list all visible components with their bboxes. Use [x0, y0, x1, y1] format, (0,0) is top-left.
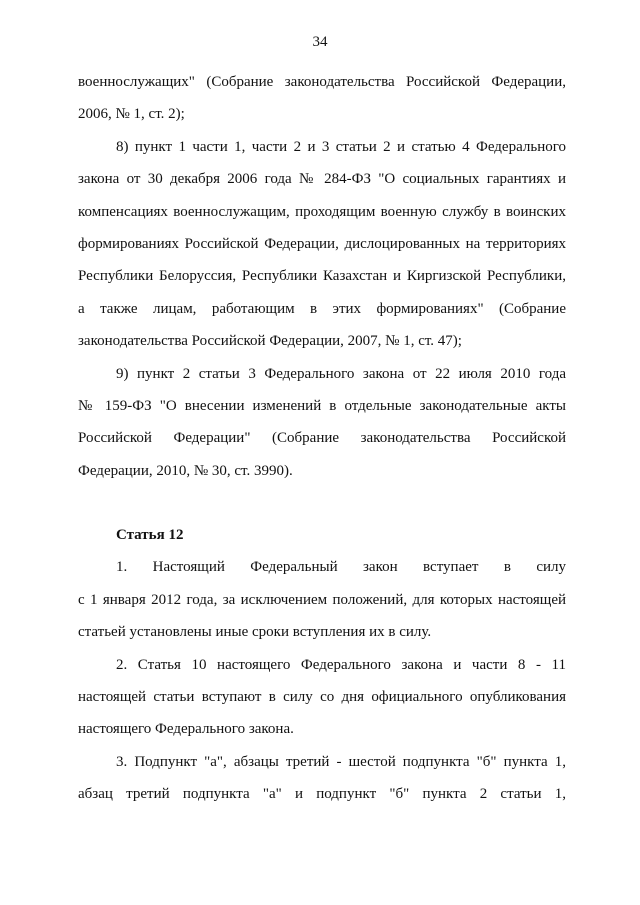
text-line: настоящей статьи вступают в силу со дня официального опубликования	[78, 689, 566, 706]
text-line: Российской Федерации" (Собрание законодательства Российской	[78, 430, 566, 447]
text-line: 2006, № 1, ст. 2);	[78, 106, 185, 123]
text-line: 1. Настоящий Федеральный закон вступает в силу	[116, 559, 566, 576]
text-line: абзац третий подпункта "а" и подпункт "б" пункта 2 статьи 1,	[78, 786, 566, 803]
section-gap	[78, 487, 566, 519]
article-heading: Статья 12	[116, 527, 184, 544]
text-line: № 159-ФЗ "О внесении изменений в отдельные законодательные акты	[78, 397, 566, 414]
text-line: формированиях Российской Федерации, дислоцированных на территориях	[78, 235, 566, 252]
text-line: статьей установлены иные сроки вступления их в силу.	[78, 624, 432, 641]
text-line: 9) пункт 2 статьи 3 Федерального закона от 22 июля 2010 года	[116, 365, 566, 382]
text-line: а также лицам, работающим в этих формированиях" (Собрание	[78, 300, 566, 317]
text-line: закона от 30 декабря 2006 года № 284-ФЗ "О социальных гарантиях и	[78, 171, 566, 188]
text-line: 2. Статья 10 настоящего Федерального закона и части 8 - 11	[116, 656, 566, 673]
text-line: Республики Белоруссия, Республики Казахстан и Киргизской Республики,	[78, 268, 566, 285]
text-line: настоящего Федерального закона.	[78, 721, 294, 738]
page-number: 34	[312, 34, 328, 50]
text-line: с 1 января 2012 года, за исключением положений, для которых настоящей	[78, 591, 566, 608]
text-line: законодательства Российской Федерации, 2007, № 1, ст. 47);	[78, 333, 462, 350]
text-line: 8) пункт 1 части 1, части 2 и 3 статьи 2 и статью 4 Федерального	[116, 138, 566, 155]
text-line: Федерации, 2010, № 30, ст. 3990).	[78, 462, 293, 479]
text-line: компенсациях военнослужащим, проходящим военную службу в воинских	[78, 203, 566, 220]
text-line: военнослужащих" (Собрание законодательства Российской Федерации,	[78, 74, 566, 90]
document-body	[78, 66, 566, 811]
text-line: 3. Подпункт "а", абзацы третий - шестой подпункта "б" пункта 1,	[116, 753, 566, 770]
